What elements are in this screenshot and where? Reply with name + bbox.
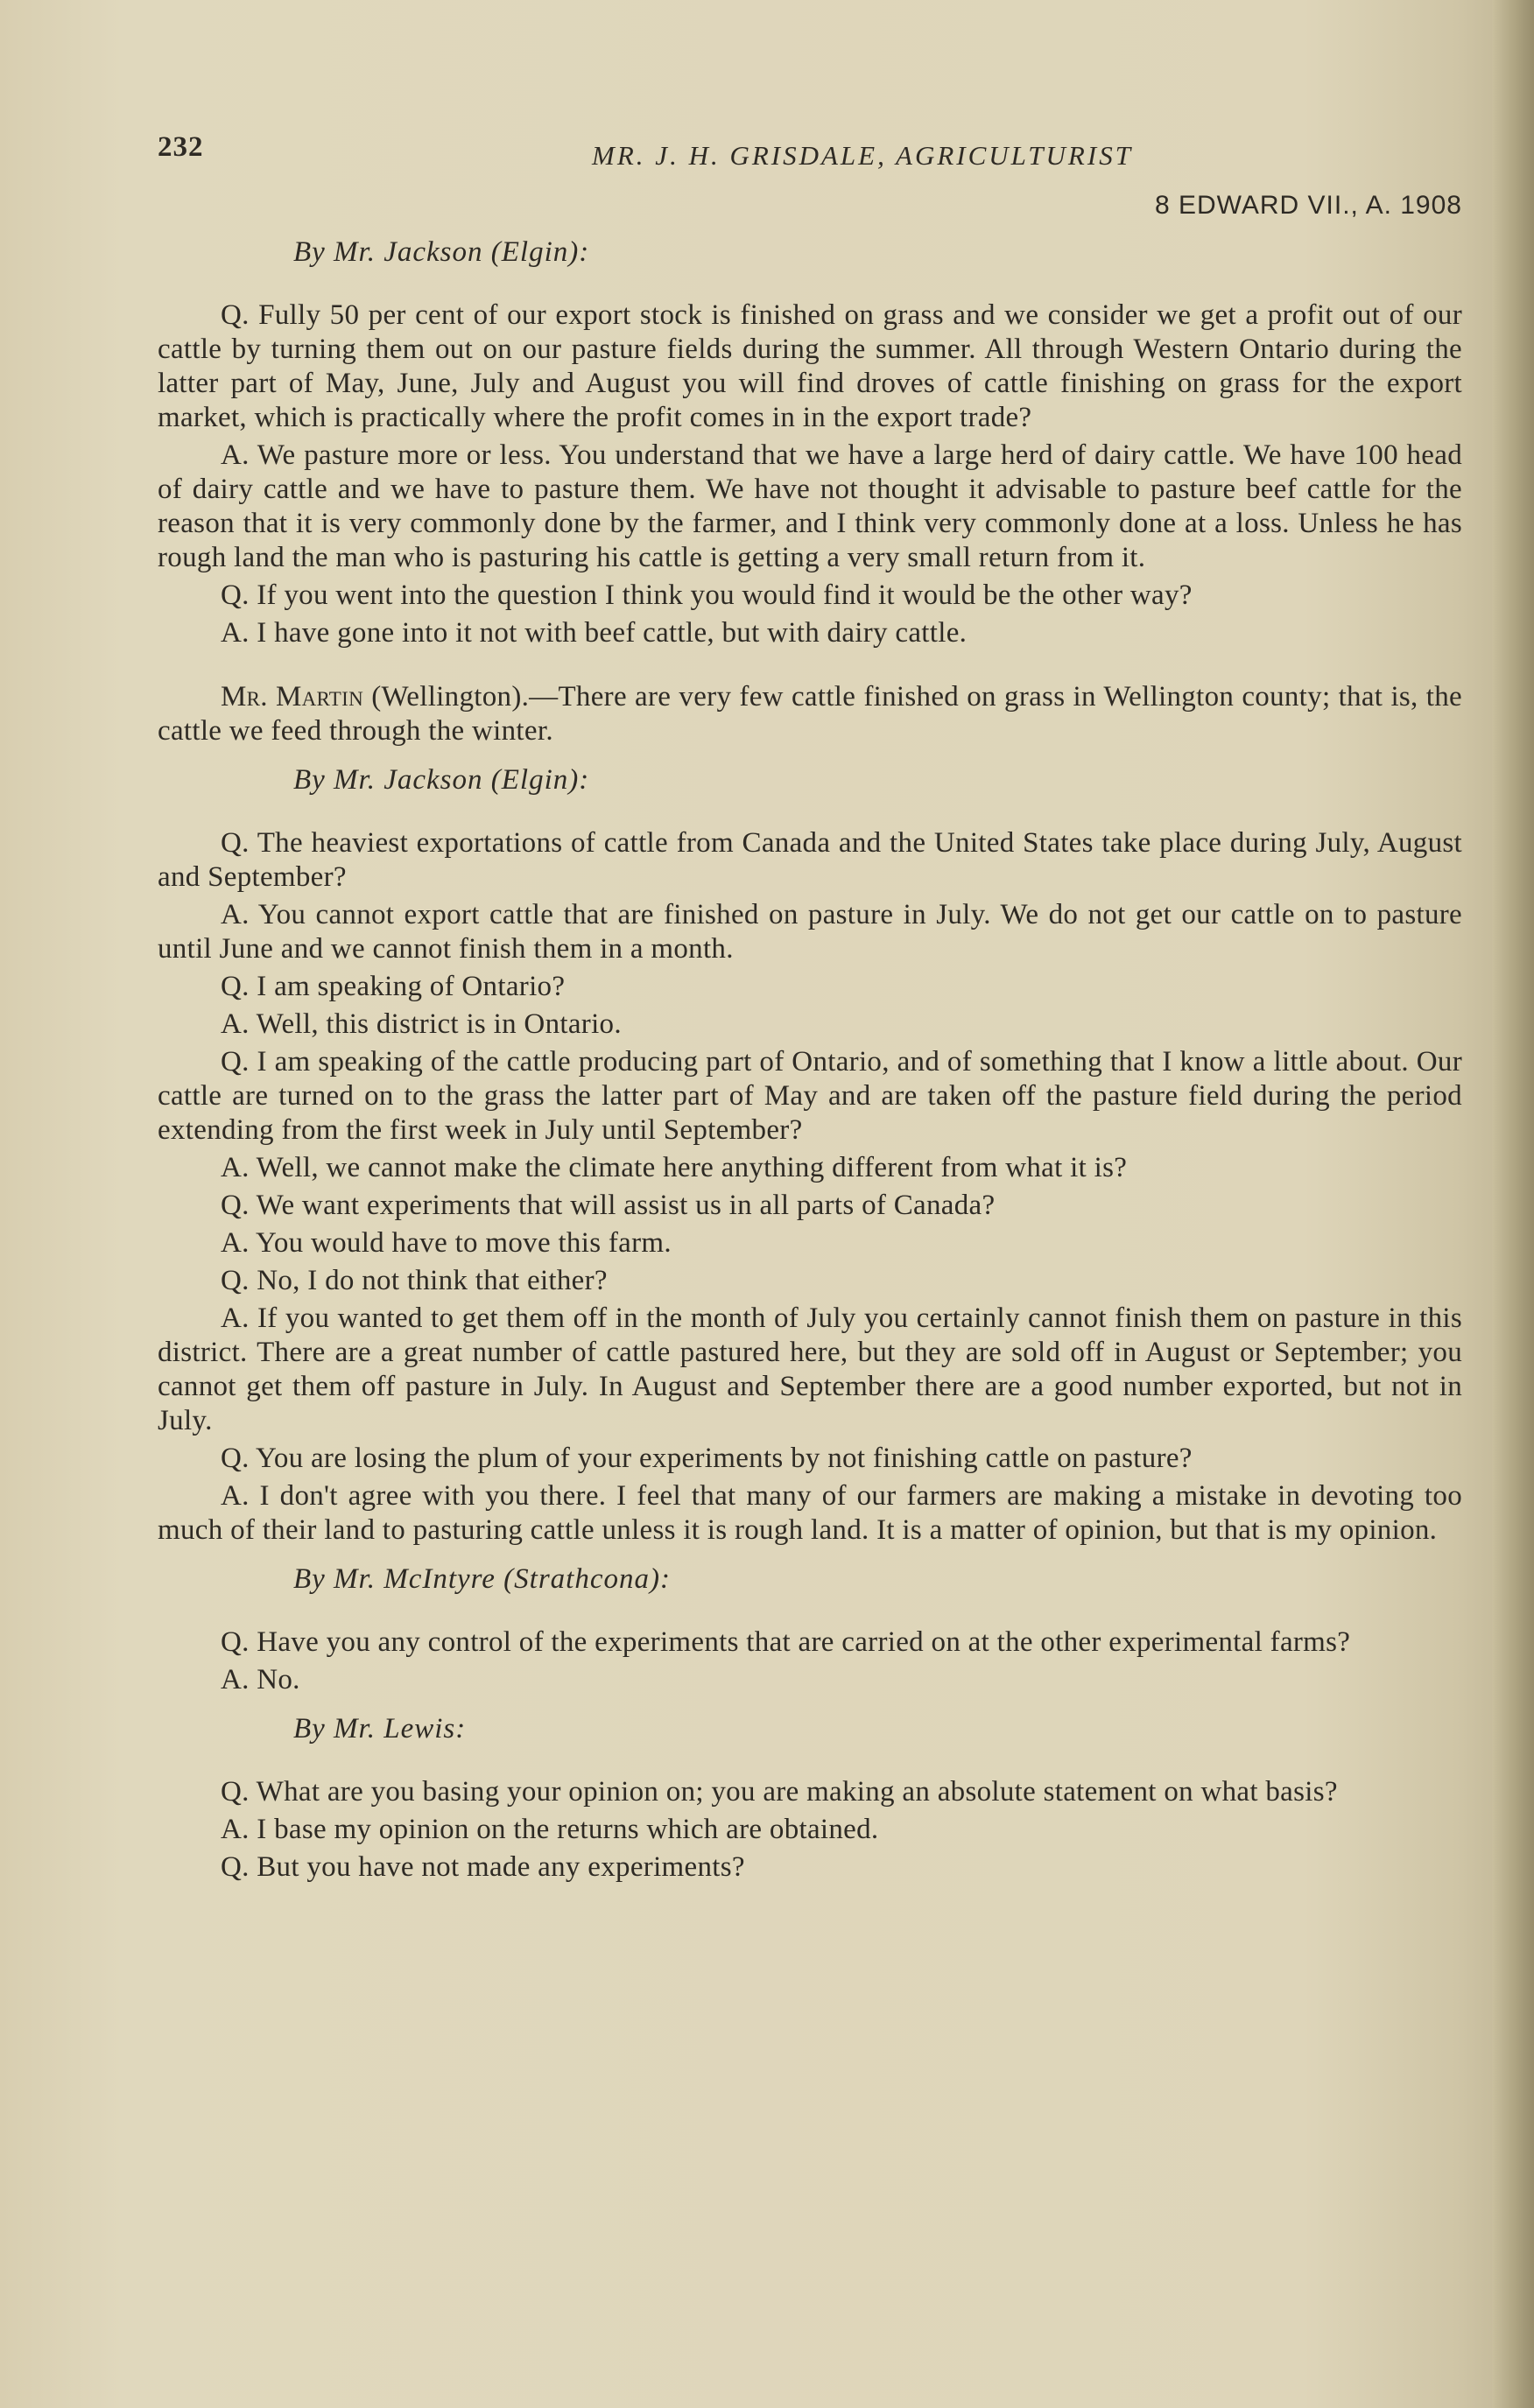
examiner-heading: By Mr. Jackson (Elgin): [293, 236, 590, 268]
paragraph-text: Q. What are you basing your opinion on; you are making an absolute statement on what basis? [221, 1776, 1338, 1808]
testimony-paragraph [158, 1850, 1462, 1885]
testimony-paragraph [158, 1264, 1462, 1298]
examiner-heading: By Mr. Lewis: [293, 1713, 467, 1745]
testimony-paragraph [158, 1302, 1462, 1438]
paragraph-text: A. Well, this district is in Ontario. [221, 1008, 622, 1040]
page-number: 232 [158, 131, 204, 163]
paragraph-text: Q. No, I do not think that either? [221, 1265, 608, 1296]
section-gap [158, 654, 1462, 680]
regnal-year: 8 EDWARD VII., A. 1908 [1154, 191, 1462, 220]
paragraph-text: A. I have gone into it not with beef cattle, but with dairy cattle. [221, 617, 968, 649]
testimony-paragraph [158, 1625, 1462, 1660]
testimony-paragraph [158, 579, 1462, 613]
testimony-section [158, 764, 1462, 1548]
paragraph-text: A. I don't agree with you there. I feel that many of our farmers are making a mistake in devoting too much of their land to pasturing cattle unless it is rough land. It is a matter of opinion, but that is my opinion. [158, 1480, 1462, 1546]
testimony-paragraph [158, 826, 1462, 895]
paragraph-text: A. Well, we cannot make the climate here anything different from what it is? [221, 1152, 1128, 1183]
testimony-paragraph [158, 439, 1462, 575]
paragraph-text: A. You cannot export cattle that are finished on pasture in July. We do not get our cattle on to pasture until June and we cannot finish them in a month. [158, 899, 1462, 965]
testimony-section [158, 1563, 1462, 1697]
testimony-paragraph [158, 1007, 1462, 1042]
testimony-paragraph [158, 1189, 1462, 1223]
paragraph-text: Q. You are losing the plum of your experiments by not finishing cattle on pasture? [221, 1443, 1193, 1474]
testimony-paragraph [158, 1045, 1462, 1148]
examiner-heading: By Mr. McIntyre (Strathcona): [293, 1563, 671, 1595]
paragraph-text: A. I base my opinion on the returns which are obtained. [221, 1814, 879, 1845]
paragraph-text: A. You would have to move this farm. [221, 1227, 672, 1259]
testimony-paragraph [158, 1479, 1462, 1548]
paragraph-text: Q. I am speaking of the cattle producing part of Ontario, and of something that I know a little about. Our cattle are turned on to the grass the latter part of May and are taken off the pasture field during the period extending from the first week in July until September? [158, 1046, 1462, 1146]
paragraph-text: Q. Fully 50 per cent of our export stock is finished on grass and we consider we get a profit out of our cattle by turning them out on our pasture fields during the summer. All through Western Ontario during the latter part of May, June, July and August you will find droves of cattle finishing on grass for the export market, which is practically where the profit comes in in the export trade? [158, 299, 1462, 433]
paragraph-text: (Wellington).—There are very few cattle finished on grass in Wellington county; that is, the cattle we feed through the winter. [158, 681, 1462, 747]
running-title: MR. J. H. GRISDALE, AGRICULTURIST [592, 140, 1133, 171]
testimony-paragraph [158, 1226, 1462, 1260]
paragraph-text: A. If you wanted to get them off in the month of July you certainly cannot finish them on pasture in this district. There are a great number of cattle pastured here, but they are sold off in August or September; you cannot get them off pasture in July. In August and September there are a good number exported, but not in July. [158, 1302, 1462, 1436]
paragraph-text: Q. The heaviest exportations of cattle from Canada and the United States take place during July, August and September? [158, 827, 1462, 893]
running-head [158, 131, 1462, 184]
paragraph-text: A. We pasture more or less. You understand that we have a large herd of dairy cattle. We have 100 head of dairy cattle and we have to pasture them. We have not thought it advisable to pasture beef cattle for the reason that it is very commonly done by the farmer, and I think very commonly done at a loss. Unless he has rough land the man who is pasturing his cattle is getting a very small return from it. [158, 439, 1462, 573]
testimony-paragraph [158, 298, 1462, 435]
examiner-heading: By Mr. Jackson (Elgin): [293, 764, 590, 796]
paragraph-text: Q. If you went into the question I think you would find it would be the other way? [221, 579, 1193, 611]
speaker-name: Mr. Martin [221, 681, 364, 713]
testimony-section [158, 654, 1462, 748]
testimony-body [158, 236, 1462, 1885]
testimony-paragraph [158, 680, 1462, 748]
book-spine-shadow [1492, 0, 1534, 2408]
paragraph-text: Q. Have you any control of the experiments that are carried on at the other experimental farms? [221, 1626, 1351, 1658]
testimony-paragraph [158, 898, 1462, 966]
testimony-section [158, 1713, 1462, 1885]
paragraph-text: Q. We want experiments that will assist us in all parts of Canada? [221, 1190, 996, 1221]
testimony-section [158, 236, 1462, 650]
testimony-paragraph [158, 616, 1462, 650]
testimony-paragraph [158, 1151, 1462, 1185]
testimony-paragraph [158, 1775, 1462, 1809]
paragraph-text: Q. But you have not made any experiments? [221, 1851, 745, 1883]
testimony-paragraph [158, 1442, 1462, 1476]
testimony-paragraph [158, 1663, 1462, 1697]
testimony-paragraph [158, 970, 1462, 1004]
paragraph-text: A. No. [221, 1664, 300, 1695]
paragraph-text: Q. I am speaking of Ontario? [221, 971, 566, 1002]
testimony-paragraph [158, 1813, 1462, 1847]
page-content [158, 131, 1462, 1888]
